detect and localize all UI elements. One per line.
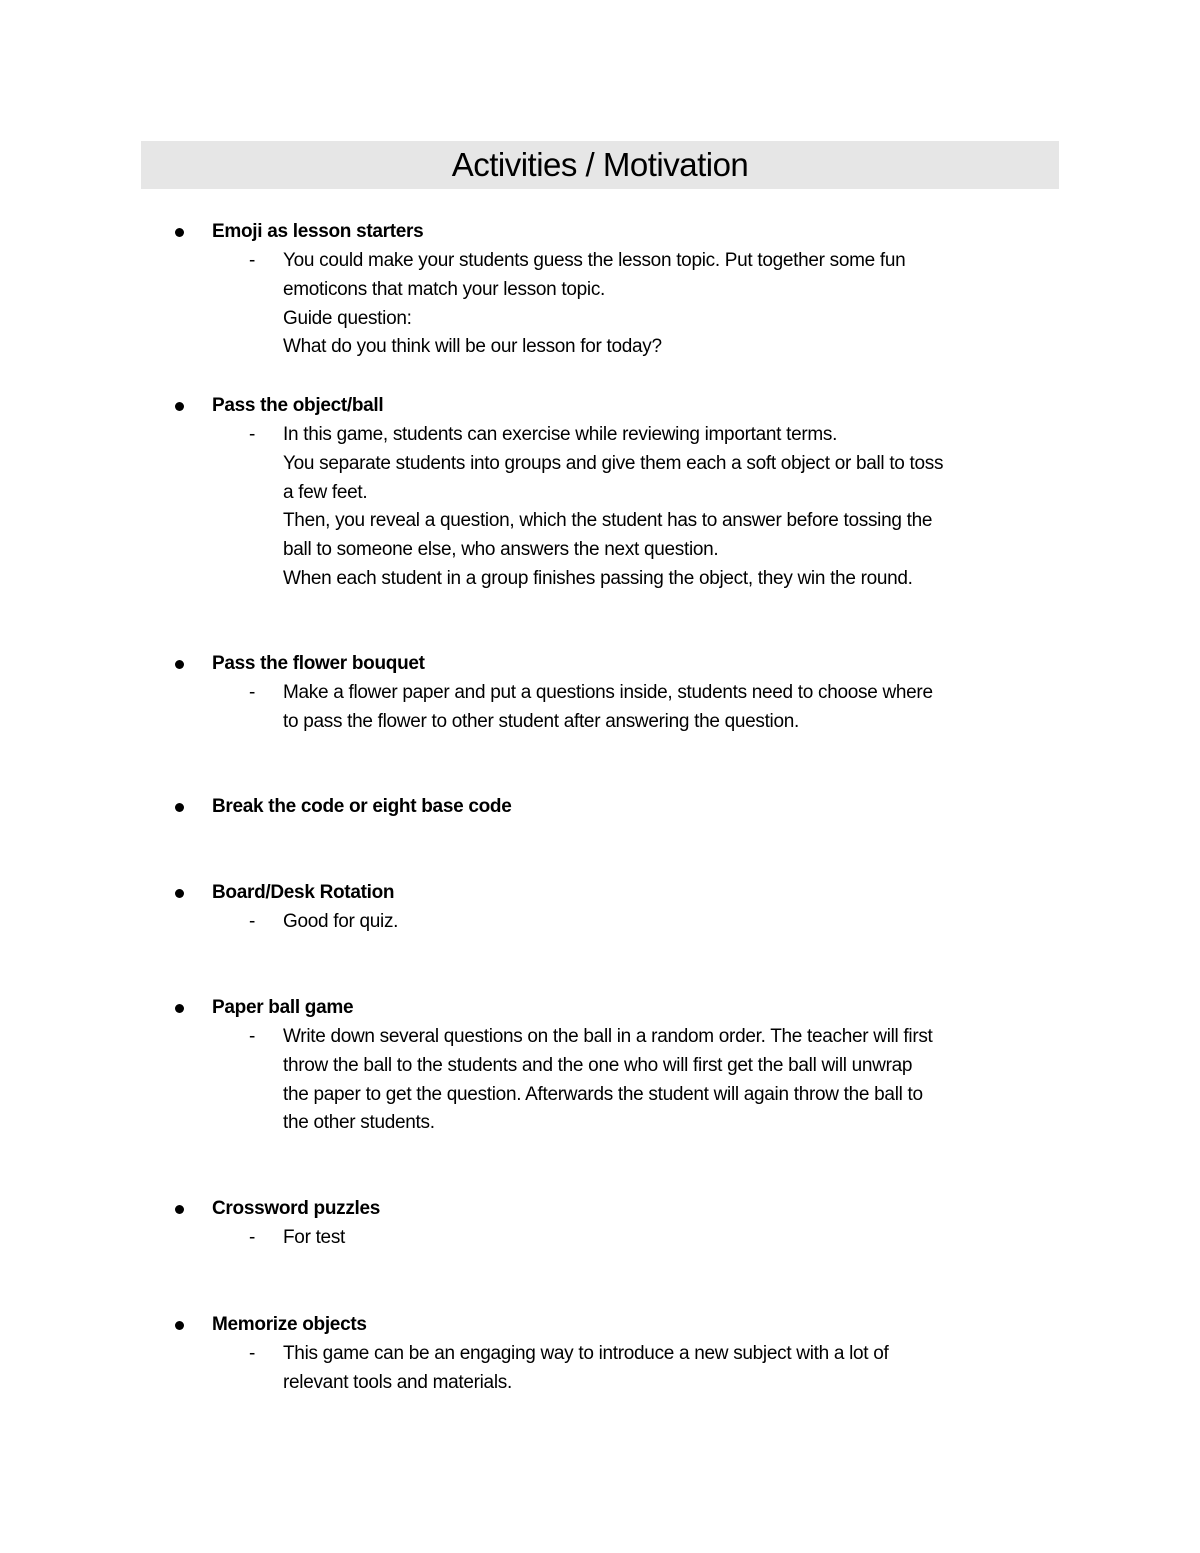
- description-line: What do you think will be our lesson for today?: [283, 336, 662, 358]
- bullet-icon: [175, 660, 184, 669]
- page-title: Activities / Motivation: [451, 146, 749, 183]
- dash-marker: -: [249, 1227, 256, 1248]
- activity-heading: Paper ball game: [212, 997, 354, 1018]
- activity-heading: Memorize objects: [212, 1314, 367, 1335]
- activity-heading: Crossword puzzles: [212, 1198, 381, 1219]
- activity-description: [283, 908, 1063, 937]
- activity-heading: Pass the flower bouquet: [212, 653, 425, 674]
- activity-heading: Pass the object/ball: [212, 395, 384, 416]
- activity-description: [283, 1340, 1063, 1398]
- description-line: the paper to get the question. Afterwards the student will again throw the ball to: [283, 1083, 923, 1105]
- description-line: Make a flower paper and put a questions inside, students need to choose where: [283, 682, 933, 703]
- description-line: throw the ball to the students and the one who will first get the ball will unwrap: [283, 1054, 913, 1076]
- activity-description: [283, 247, 1063, 362]
- description-line: ball to someone else, who answers the next question.: [283, 539, 719, 561]
- activity-heading: Emoji as lesson starters: [212, 221, 424, 242]
- description-line: Good for quiz.: [283, 911, 399, 932]
- activity-description: [283, 1023, 1063, 1138]
- description-line: Guide question:: [283, 307, 412, 329]
- activity-description: [283, 679, 1063, 737]
- bullet-icon: [175, 803, 184, 812]
- title-banner: [141, 141, 1059, 189]
- dash-marker: -: [249, 250, 256, 271]
- activity-heading: Board/Desk Rotation: [212, 882, 395, 903]
- bullet-icon: [175, 402, 184, 411]
- bullet-icon: [175, 228, 184, 237]
- bullet-icon: [175, 1004, 184, 1013]
- description-line: You could make your students guess the lesson topic. Put together some fun: [283, 250, 906, 271]
- description-line: to pass the flower to other student after answering the question.: [283, 710, 799, 732]
- description-line: Then, you reveal a question, which the student has to answer before tossing the: [283, 510, 933, 532]
- description-line: For test: [283, 1227, 346, 1248]
- dash-marker: -: [249, 1343, 256, 1364]
- dash-marker: -: [249, 682, 256, 703]
- bullet-icon: [175, 1321, 184, 1330]
- dash-marker: -: [249, 911, 256, 932]
- description-line: a few feet.: [283, 481, 368, 503]
- dash-marker: -: [249, 1026, 256, 1047]
- description-line: relevant tools and materials.: [283, 1371, 512, 1393]
- description-line: In this game, students can exercise while reviewing important terms.: [283, 424, 838, 445]
- description-line: You separate students into groups and give them each a soft object or ball to toss: [283, 452, 944, 474]
- bullet-icon: [175, 889, 184, 898]
- description-line: emoticons that match your lesson topic.: [283, 278, 606, 300]
- description-line: This game can be an engaging way to introduce a new subject with a lot of: [283, 1343, 889, 1364]
- description-line: the other students.: [283, 1112, 435, 1134]
- activity-description: [283, 1224, 1063, 1253]
- bullet-icon: [175, 1205, 184, 1214]
- description-line: Write down several questions on the ball in a random order. The teacher will first: [283, 1026, 933, 1047]
- dash-marker: -: [249, 424, 256, 445]
- description-line: When each student in a group finishes passing the object, they win the round.: [283, 567, 913, 589]
- activity-heading: Break the code or eight base code: [212, 796, 512, 817]
- activity-description: [283, 421, 1063, 594]
